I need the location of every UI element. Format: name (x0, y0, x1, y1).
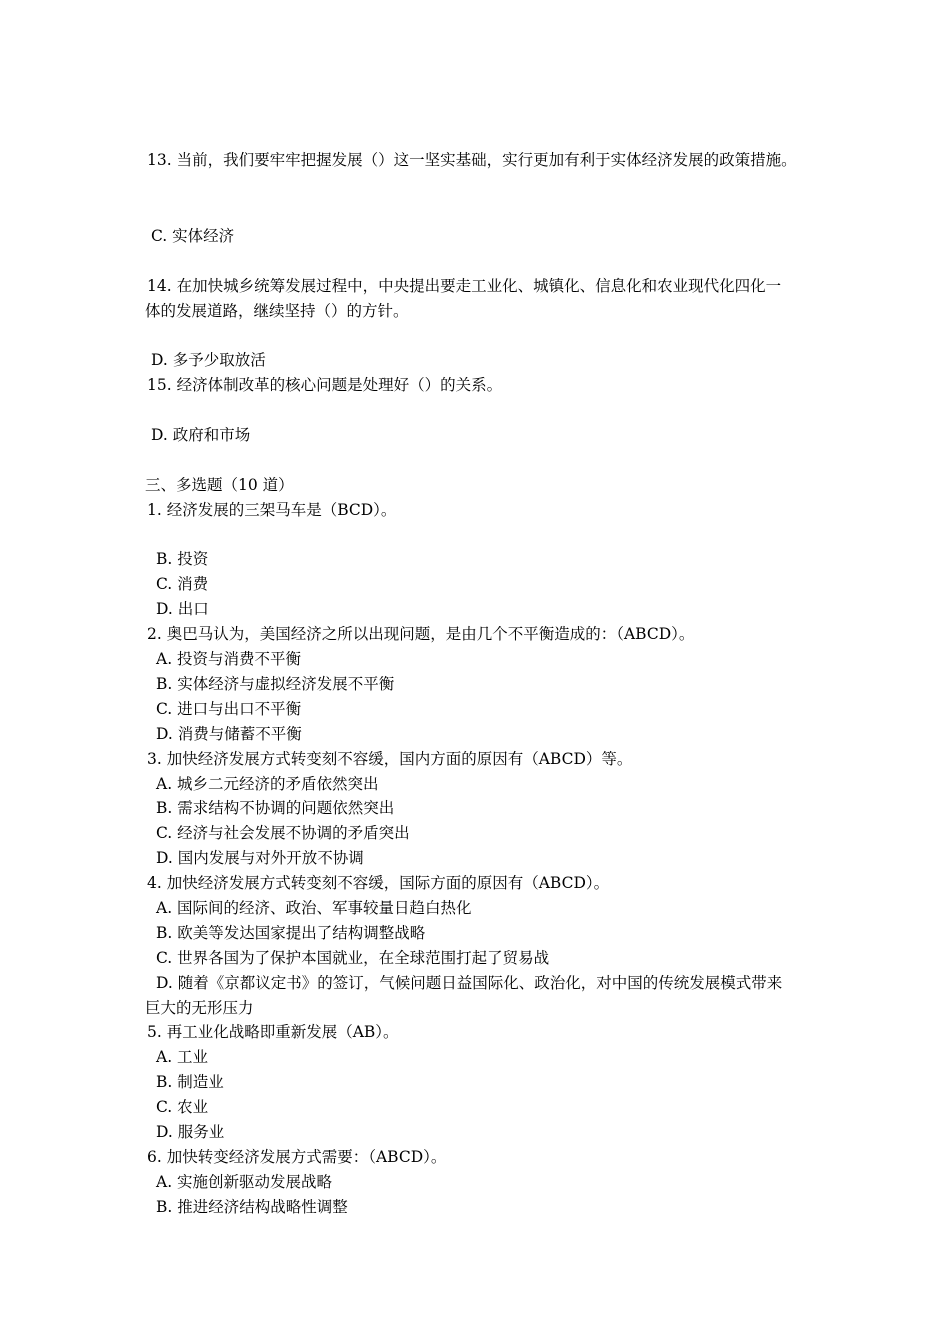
mc-6-option-b: B. 推进经济结构战略性调整 (156, 1198, 348, 1216)
mc-5-option-c: C. 农业 (156, 1098, 209, 1116)
mc-question-5: 5. 再工业化战略即重新发展（AB）。 (147, 1023, 399, 1041)
question-14-line-2: 体的发展道路，继续坚持（）的方针。 (145, 302, 409, 320)
mc-1-option-b: B. 投资 (156, 550, 209, 568)
mc-question-4: 4. 加快经济发展方式转变刻不容缓，国际方面的原因有（ABCD）。 (147, 874, 610, 892)
mc-4-option-b: B. 欧美等发达国家提出了结构调整战略 (156, 924, 426, 942)
mc-question-1: 1. 经济发展的三架马车是（BCD）。 (147, 501, 397, 519)
question-14-line-1: 14. 在加快城乡统筹发展过程中，中央提出要走工业化、城镇化、信息化和农业现代化四化一 (147, 277, 782, 295)
mc-1-option-c: C. 消费 (156, 575, 209, 593)
question-15: 15. 经济体制改革的核心问题是处理好（）的关系。 (147, 376, 503, 394)
mc-4-option-d-line-2: 巨大的无形压力 (145, 999, 254, 1017)
mc-question-3: 3. 加快经济发展方式转变刻不容缓，国内方面的原因有（ABCD）等。 (147, 750, 633, 768)
mc-3-option-a: A. 城乡二元经济的矛盾依然突出 (156, 775, 379, 793)
mc-4-option-a: A. 国际间的经济、政治、军事较量日趋白热化 (156, 899, 472, 917)
mc-2-option-c: C. 进口与出口不平衡 (156, 700, 302, 718)
question-13: 13. 当前，我们要牢牢把握发展（）这一坚实基础，实行更加有利于实体经济发展的政策措施。 (147, 151, 797, 169)
mc-5-option-d: D. 服务业 (156, 1123, 225, 1141)
answer-14: D. 多予少取放活 (151, 351, 266, 369)
mc-question-6: 6. 加快转变经济发展方式需要：（ABCD）。 (147, 1148, 447, 1166)
mc-3-option-b: B. 需求结构不协调的问题依然突出 (156, 799, 395, 817)
mc-4-option-d-line-1: D. 随着《京都议定书》的签订，气候问题日益国际化、政治化，对中国的传统发展模式带来 (156, 974, 783, 992)
answer-13: C. 实体经济 (151, 227, 235, 245)
section-heading-multiple-choice: 三、多选题（10 道） (145, 476, 294, 494)
mc-5-option-b: B. 制造业 (156, 1073, 224, 1091)
mc-6-option-a: A. 实施创新驱动发展战略 (156, 1173, 333, 1191)
mc-5-option-a: A. 工业 (156, 1048, 209, 1066)
mc-question-2: 2. 奥巴马认为，美国经济之所以出现问题，是由几个不平衡造成的：（ABCD）。 (147, 625, 695, 643)
mc-2-option-b: B. 实体经济与虚拟经济发展不平衡 (156, 675, 395, 693)
mc-4-option-c: C. 世界各国为了保护本国就业，在全球范围打起了贸易战 (156, 949, 550, 967)
answer-15: D. 政府和市场 (151, 426, 251, 444)
mc-2-option-d: D. 消费与储蓄不平衡 (156, 725, 302, 743)
mc-3-option-c: C. 经济与社会发展不协调的矛盾突出 (156, 824, 410, 842)
mc-3-option-d: D. 国内发展与对外开放不协调 (156, 849, 364, 867)
mc-2-option-a: A. 投资与消费不平衡 (156, 650, 302, 668)
mc-1-option-d: D. 出口 (156, 600, 209, 618)
